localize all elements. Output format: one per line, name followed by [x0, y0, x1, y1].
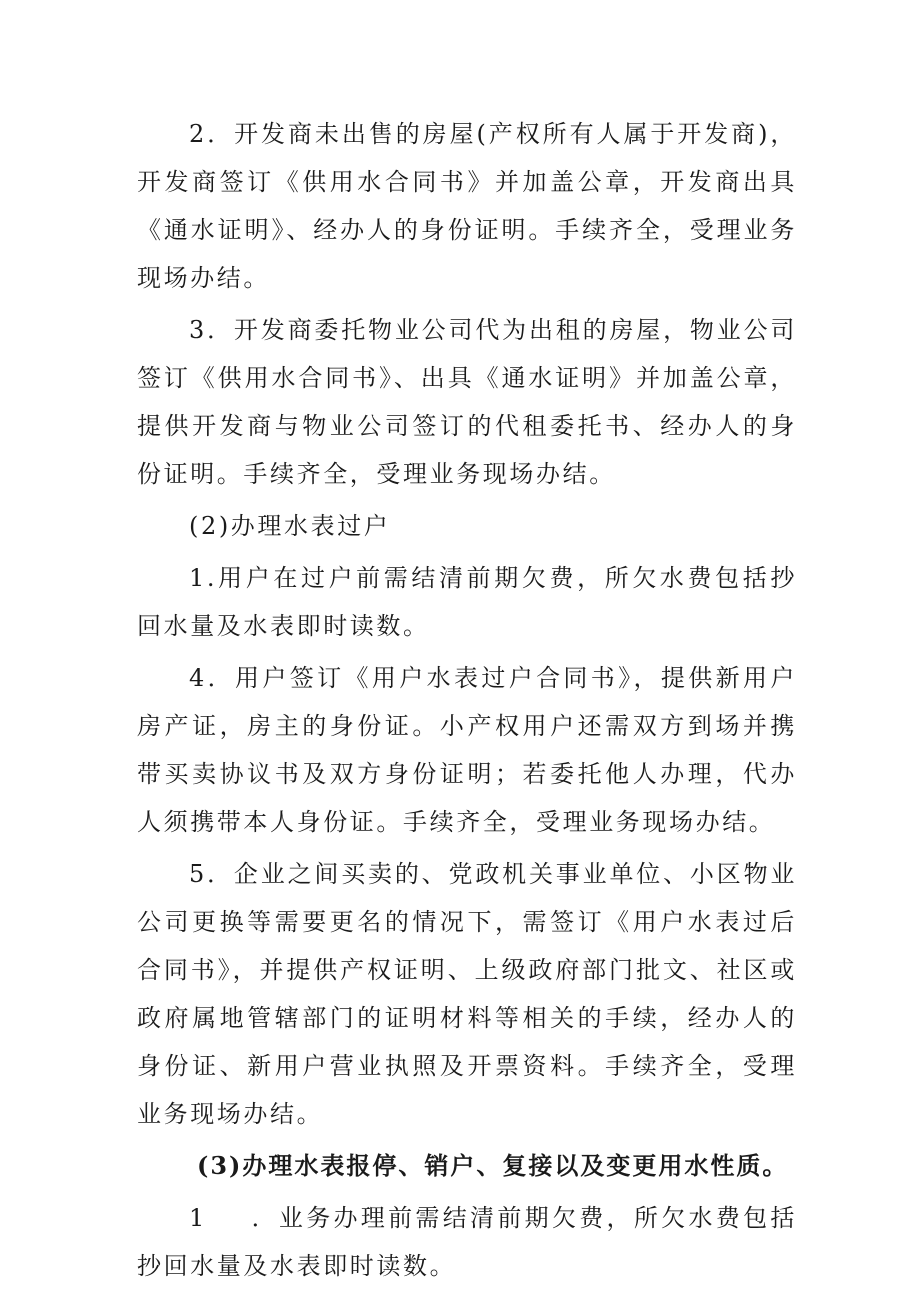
section-heading-suspend: (3)办理水表报停、销户、复接以及变更用水性质。 [197, 1151, 789, 1180]
paragraph-item-4: 4．用户签订《用户水表过户合同书》，提供新用户房产证，房主的身份证。小产权用户还需双方到场并携带买卖协议书及双方身份证明；若委托他人办理，代办人须携带本人身份证。手续齐全，受理业务现场办结。 [137, 664, 797, 836]
item-text: ．业务办理前需结清前期欠费，所欠水费包括抄回水量及水表即时读数。 [137, 1204, 797, 1280]
paragraph-item-5: 5．企业之间买卖的、党政机关事业单位、小区物业公司更换等需要更名的情况下，需签订《用户水表过后合同书》，并提供产权证明、上级政府部门批文、社区或政府属地管辖部门的证明材料等相关的手续，经办人的身份证、新用户营业执照及开票资料。手续齐全，受理业务现场办结。 [137, 860, 797, 1128]
paragraph-item-1-transfer: 1.用户在过户前需结清前期欠费，所欠水费包括抄回水量及水表即时读数。 [137, 564, 797, 640]
paragraph-item-2: 2．开发商未出售的房屋(产权所有人属于开发商)，开发商签订《供用水合同书》并加盖公章，开发商出具《通水证明》、经办人的身份证明。手续齐全，受理业务现场办结。 [137, 120, 797, 292]
paragraph-item-3: 3．开发商委托物业公司代为出租的房屋，物业公司签订《供用水合同书》、出具《通水证明》并加盖公章，提供开发商与物业公司签订的代租委托书、经办人的身份证明。手续齐全，受理业务现场办结。 [137, 316, 797, 488]
paragraph-item-1-suspend [137, 1194, 797, 1290]
section-heading-transfer: (2)办理水表过户 [189, 512, 391, 540]
document-body [137, 110, 797, 1294]
item-number: 1 [189, 1204, 207, 1232]
